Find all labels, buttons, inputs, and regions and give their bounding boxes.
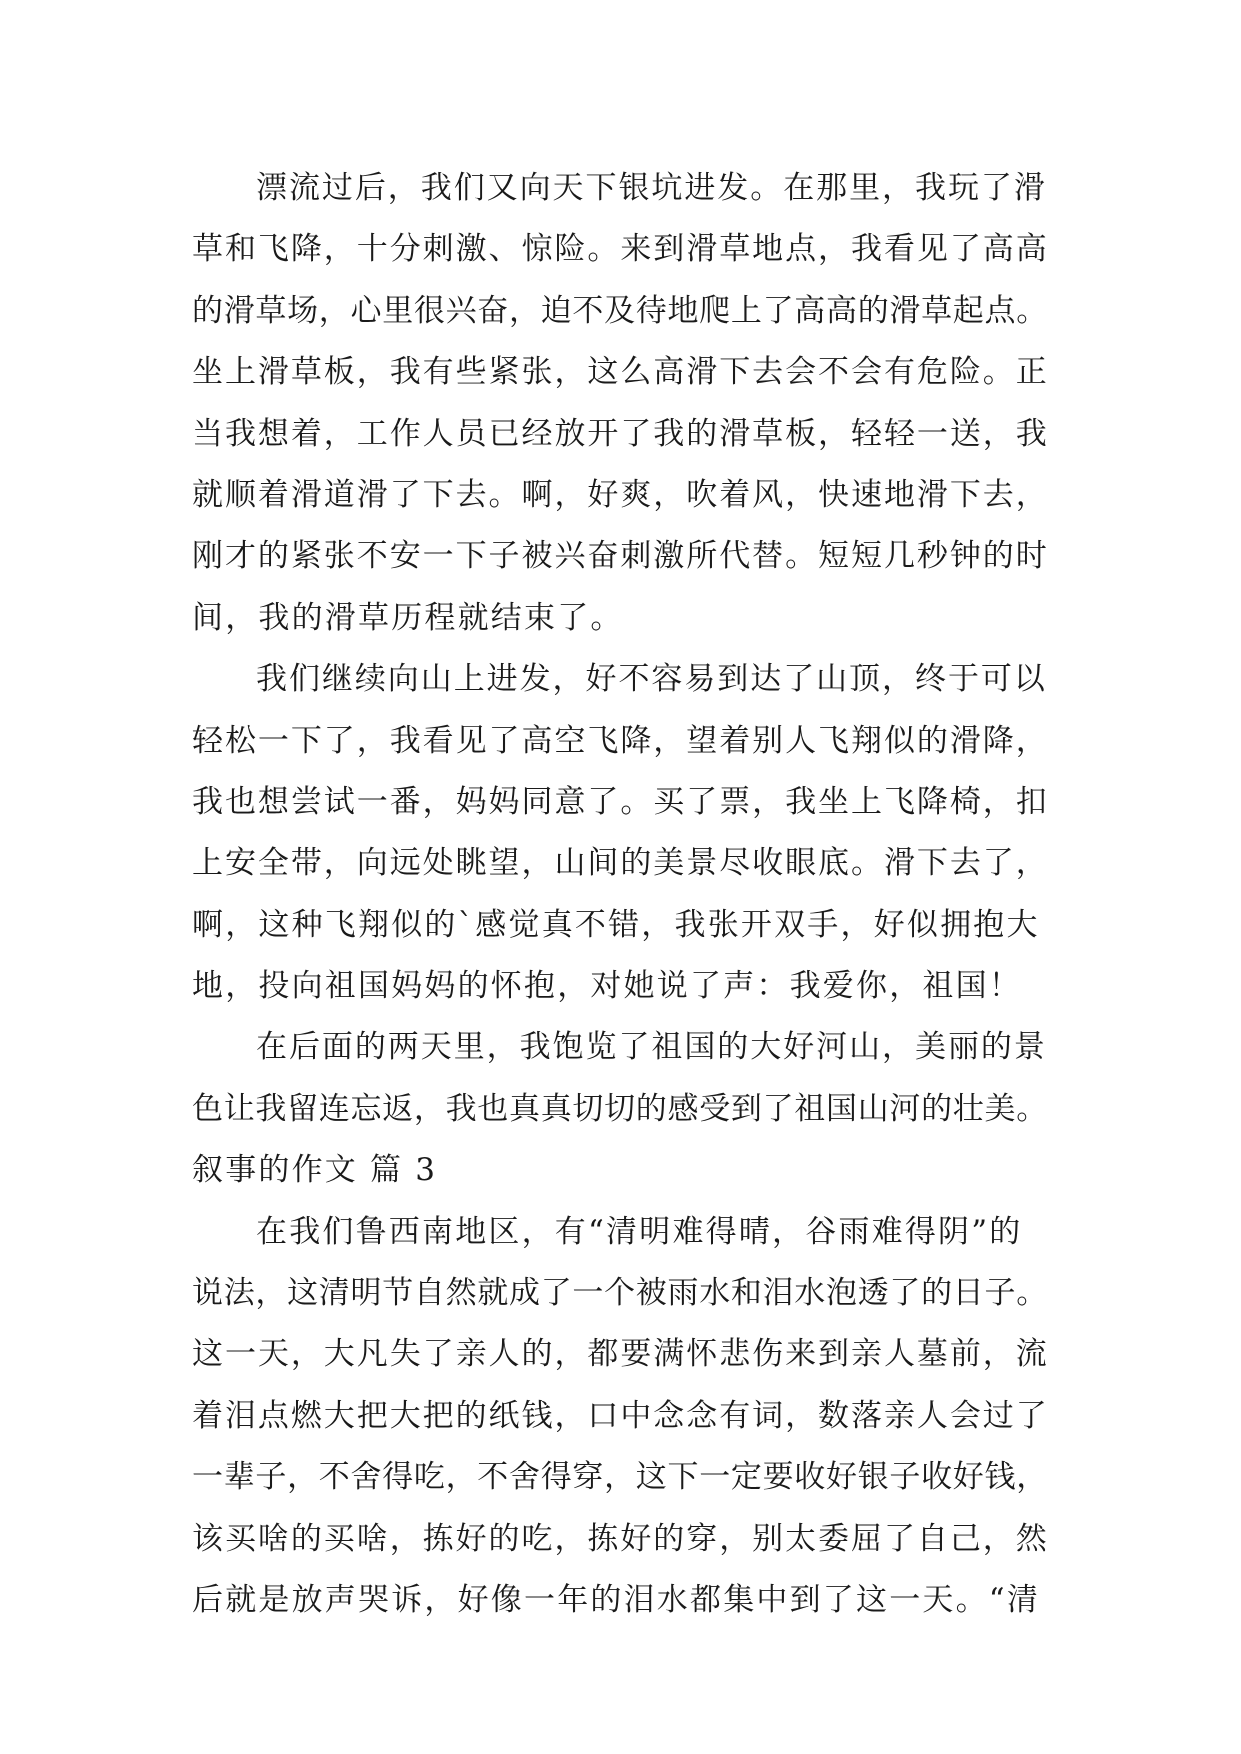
text-line: 后就是放声哭诉，好像一年的泪水都集中到了这一天。“清 xyxy=(192,1581,1041,1618)
text-line: 一辈子，不舍得吃，不舍得穿，这下一定要收好银子收好钱， xyxy=(192,1459,1048,1496)
text-line: 色让我留连忘返，我也真真切切的感受到了祖国山河的壮美。 xyxy=(192,1090,1048,1127)
paragraph-first-line: 在后面的两天里，我饱览了祖国的大好河山，美丽的景 xyxy=(256,1029,1047,1066)
text-line: 地，投向祖国妈妈的怀抱，对她说了声：我爱你，祖国！ xyxy=(192,968,1022,1005)
paragraph-first-line: 在我们鲁西南地区，有“清明难得晴，谷雨难得阴”的 xyxy=(256,1213,1023,1250)
text-line: 就顺着滑道滑了下去。啊，好爽，吹着风，快速地滑下去， xyxy=(192,476,1049,513)
text-line: 草和飞降，十分刺激、惊险。来到滑草地点，我看见了高高 xyxy=(192,231,1049,268)
paragraph-first-line: 漂流过后，我们又向天下银坑进发。在那里，我玩了滑 xyxy=(256,170,1047,206)
text-line: 叙事的作文 篇 3 xyxy=(192,1152,438,1189)
text-line: 的滑草场，心里很兴奋，迫不及待地爬上了高高的滑草起点。 xyxy=(192,292,1048,329)
text-line: 着泪点燃大把大把的纸钱，口中念念有词，数落亲人会过了 xyxy=(192,1397,1049,1434)
text-line: 说法，这清明节自然就成了一个被雨水和泪水泡透了的日子。 xyxy=(192,1275,1048,1312)
text-line: 啊，这种飞翔似的`感觉真不错，我张开双手，好似拥抱大 xyxy=(192,906,1040,943)
text-line: 轻松一下了，我看见了高空飞降，望着别人飞翔似的滑降， xyxy=(192,722,1049,759)
text-line: 该买啥的买啥，拣好的吃，拣好的穿，别太委屈了自己，然 xyxy=(192,1520,1049,1557)
article-body xyxy=(192,158,1052,1631)
paragraph-first-line: 我们继续向山上进发，好不容易到达了山顶，终于可以 xyxy=(256,661,1047,698)
text-line: 当我想着，工作人员已经放开了我的滑草板，轻轻一送，我 xyxy=(192,415,1049,452)
text-line: 我也想尝试一番，妈妈同意了。买了票，我坐上飞降椅，扣 xyxy=(192,783,1049,820)
text-line: 上安全带，向远处眺望，山间的美景尽收眼底。滑下去了， xyxy=(192,845,1049,882)
text-line: 坐上滑草板，我有些紧张，这么高滑下去会不会有危险。正 xyxy=(192,354,1049,391)
text-line: 这一天，大凡失了亲人的，都要满怀悲伤来到亲人墓前，流 xyxy=(192,1336,1049,1373)
text-line: 刚才的紧张不安一下子被兴奋刺激所代替。短短几秒钟的时 xyxy=(192,538,1049,575)
text-line: 间，我的滑草历程就结束了。 xyxy=(192,599,624,636)
